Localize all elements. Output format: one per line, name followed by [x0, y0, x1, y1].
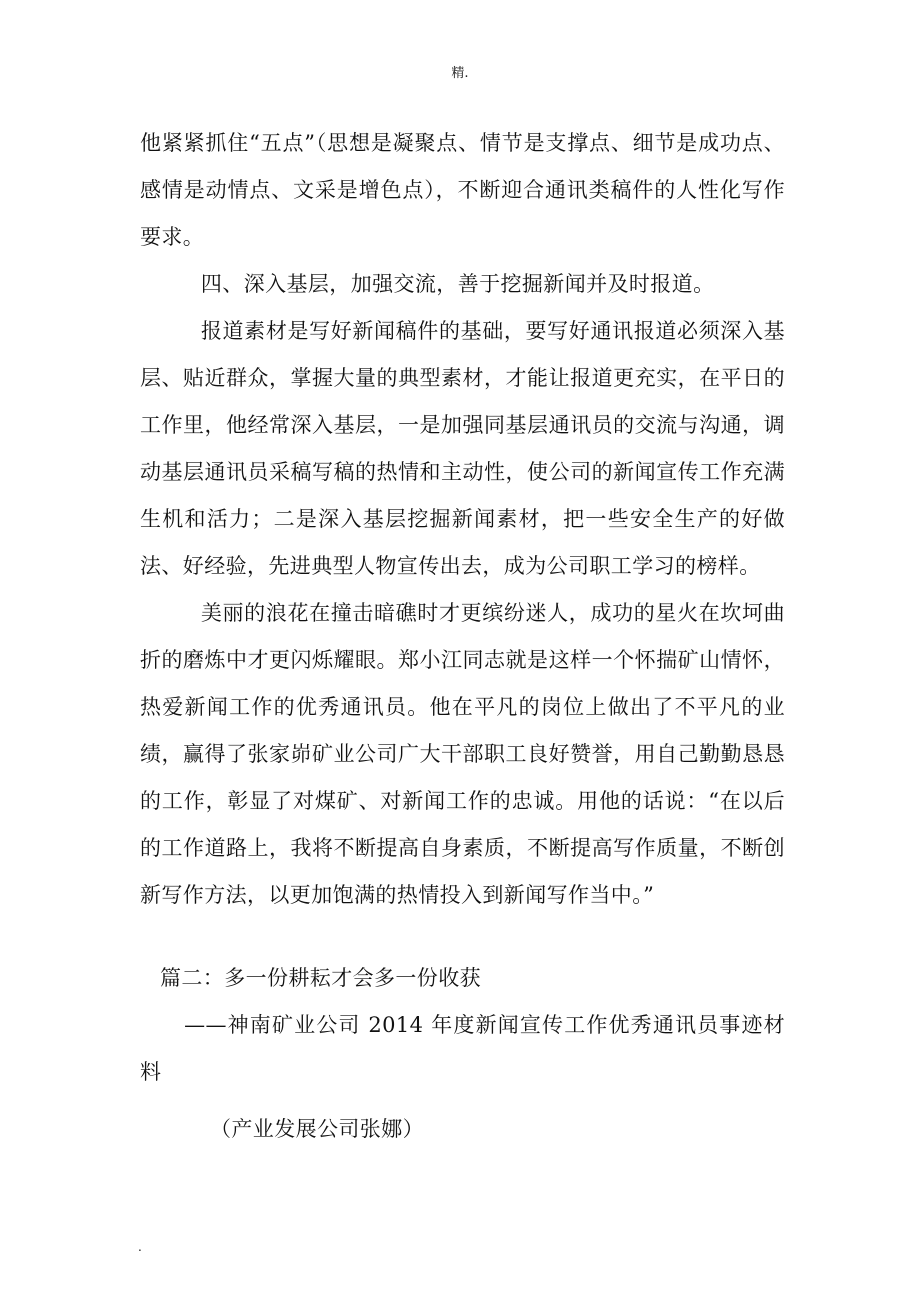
document-body [140, 120, 785, 1153]
paragraph-reporting-material: 报道素材是写好新闻稿件的基础，要写好通讯报道必须深入基层、贴近群众，掌握大量的典型素材，才能让报道更充实，在平日的工作里，他经常深入基层，一是加强同基层通讯员的交流与沟通，调动基层通讯员采稿写稿的热情和主动性，使公司的新闻宣传工作充满生机和活力；二是深入基层挖掘新闻素材，把一些安全生产的好做法、好经验，先进典型人物宣传出去，成为公司职工学习的榜样。 [140, 319, 785, 578]
page-header: 精. [451, 66, 469, 81]
chapter-subtitle: ——神南矿业公司 2014 年度新闻宣传工作优秀通讯员事迹材料 [140, 1013, 785, 1084]
chapter-author: （产业发展公司张娜） [210, 1117, 424, 1141]
section-heading-four: 四、深入基层，加强交流，善于挖掘新闻并及时报道。 [200, 272, 715, 296]
paragraph-five-points: 他紧紧抓住“五点”（思想是凝聚点、情节是支撑点、细节是成功点、感情是动情点、文采是增色点），不断迎合通讯类稿件的人性化写作要求。 [140, 131, 785, 249]
chapter-title: 篇二：多一份耕耘才会多一份收获 [160, 966, 481, 990]
page-footer-mark: . [138, 1240, 142, 1254]
paragraph-conclusion: 美丽的浪花在撞击暗礁时才更缤纷迷人，成功的星火在坎坷曲折的磨炼中才更闪烁耀眼。郑小江同志就是这样一个怀揣矿山情怀，热爱新闻工作的优秀通讯员。他在平凡的岗位上做出了不平凡的业绩，赢得了张家峁矿业公司广大干部职工良好赞誉，用自己勤勤恳恳的工作，彰显了对煤矿、对新闻工作的忠诚。用他的话说：“在以后的工作道路上，我将不断提高自身素质，不断提高写作质量，不断创新写作方法，以更加饱满的热情投入到新闻写作当中。” [140, 601, 785, 907]
section-spacer [140, 919, 785, 955]
